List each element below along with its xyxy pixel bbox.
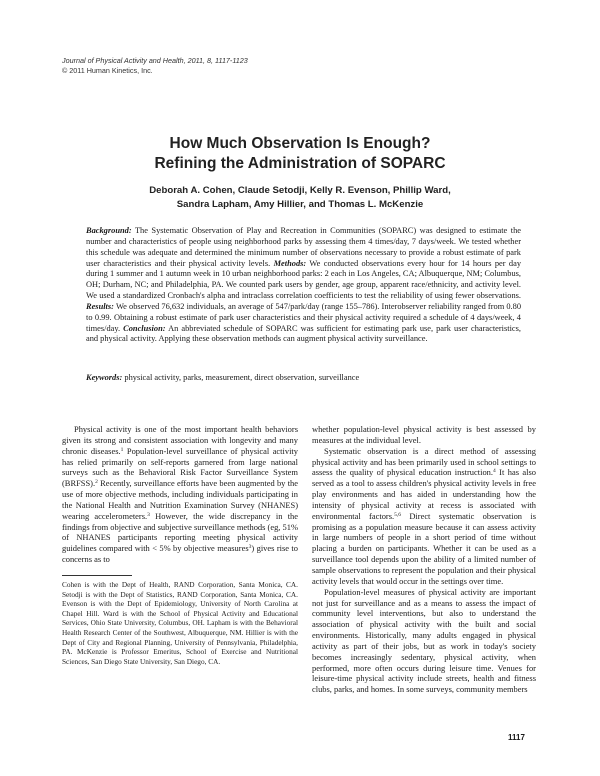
citation-ref: 5,6 [394, 511, 401, 518]
text-run: Direct systematic observation is promising as a population measure because it can assess activity in large numbers of people in a short period of time without placing a burden on participants. Whether it can be used as a surveillance tool depends upon the ability of a limited number of sample observations to represent the population and their physical activity levels that would occur in the settings over time. [312, 510, 536, 586]
citation-ref: 4 [493, 468, 496, 475]
keywords-text: physical activity, parks, measurement, direct observation, surveillance [124, 373, 360, 382]
abstract-methods: We conducted observations every hour for 14 hours per day during 1 summer and 1 autumn week in 10 urban neighborhood parks: 2 each in Los Angeles, CA; Albuquerque, NM; Columbus, OH; Durham, NC; and Philadelphia, PA. We counted park users by gender, age group, apparent race/ethnicity, and activity level. We used a standardized Cronbach's alpha and intraclass correlation coefficients to test the reliability of using fewer observations. [86, 258, 522, 301]
authors-line-1: Deborah A. Cohen, Claude Setodji, Kelly R. Evenson, Phillip Ward, [149, 185, 451, 196]
page-number: 1117 [508, 733, 525, 742]
abstract [86, 226, 521, 345]
copyright-line: © 2011 Human Kinetics, Inc. [62, 65, 153, 75]
text-run: Systematic observation is a direct method of assessing physical activity and has been primarily used in school settings to assess the quality of physical education instruction. [312, 445, 536, 478]
text-run: However, the wide discrepancy in the findings from objective and subjective surveillance methods (eg, 51% of NHANES participants reporting meeting physical activity guidelines compared with < 5% by objective measures [62, 510, 298, 554]
authors-line-2: Sandra Lapham, Amy Hillier, and Thomas L. McKenzie [176, 199, 424, 210]
text-run: Population-level surveillance of physical activity has relied primarily on self-reports garnered from large national surveys such as the Behavioral Risk Factor Surveillance System (BRFSS). [62, 445, 298, 489]
journal-header [62, 56, 248, 75]
body-paragraph: Population-level measures of physical activity are important not just for surveillance and as a means to assess the impact of community level interventions, but also to understand the association of physical activity with the built and social environments. Historically, many adults engaged in physical activity as part of their jobs, but as work in today's society becomes increasingly sedentary, physical activity, when performed, more often occurs during leisure time. Venues for leisure-time physical activity include streets, health and fitness clubs, parks, and homes. In some surveys, community members [312, 586, 536, 695]
keywords-label: Keywords: [86, 373, 123, 382]
text-run: It has also served as a tool to assess children's physical activity levels in free play environments and has aided in understanding how the intensity of physical activity at recess is associated with environmental factors. [312, 467, 536, 521]
citation-ref: 3 [147, 511, 150, 518]
body-column-left [62, 424, 298, 565]
footnote-divider [62, 575, 132, 576]
text-run: Recently, surveillance efforts have been augmented by the use of more objective methods, including individuals participating in the National Health and Nutrition Examination Survey (NHANES) wearing accelerometers. [62, 478, 298, 521]
abstract-results: We observed 76,632 individuals, an average of 547/park/day (range 155–786). Interobserver reliability ranged from 0.80 to 0.99. Obtaining a robust estimate of park user characteristics and their physical activity required a schedule of 4 days/week, 4 times/day. [86, 301, 522, 333]
abstract-conclusion-label: Conclusion: [123, 323, 166, 333]
title-line-1: How Much Observation Is Enough? [169, 135, 431, 152]
body-paragraph: whether population-level physical activity is best assessed by measures at the individual level. [312, 424, 536, 445]
abstract-methods-label: Methods: [273, 258, 307, 268]
journal-citation: Journal of Physical Activity and Health, 2011, 8, 1117-1123 [62, 56, 248, 65]
citation-ref: 3 [248, 544, 252, 551]
citation-ref: 1 [120, 446, 124, 453]
affiliations-footnote: Cohen is with the Dept of Health, RAND Corporation, Santa Monica, CA. Setodji is with the Dept of Statistics, RAND Corporation, Santa Monica, CA. Evenson is with the Dept of Epidemiology, University of North Carolina at Chapel Hill. Ward is with the School of Physical Activity and Educational Services, Ohio State University, Columbus, OH. Lapham is with the Behavioral Health Research Center of the Southwest, Albuquerque, NM. Hillier is with the Dept of City and Regional Planning, University of Pennsylvania, Philadelphia, PA. McKenzie is Professor Emeritus, School of Exercise and Nutritional Sciences, San Diego State University, San Diego, CA. [62, 580, 298, 666]
abstract-background-label: Background: [86, 226, 132, 235]
abstract-background: The Systematic Observation of Play and Recreation in Communities (SOPARC) was designed to estimate the number and characteristics of people using neighborhood parks by assessing them 4 times/day, 7 days/week. We tested whether this schedule was adequate and determined the minimum number of observations necessary to provide a robust estimate of park user characteristics and their physical activity levels. [86, 226, 521, 268]
author-list [60, 184, 540, 212]
text-run: Physical activity is one of the most important health behaviors given its strong and consistent association with longevity and many chronic diseases. [62, 424, 298, 456]
citation-ref: 2 [95, 479, 98, 486]
abstract-conclusion: An abbreviated schedule of SOPARC was sufficient for estimating park use, park user characteristics, and physical activity. Applying these observation methods can augment physical activity surveillance. [86, 323, 521, 344]
body-paragraph [312, 446, 536, 587]
paper-title [0, 134, 600, 174]
title-line-2: Refining the Administration of SOPARC [154, 155, 446, 172]
text-run: ) gives rise to concerns as to [62, 543, 298, 565]
abstract-results-label: Results: [86, 301, 114, 311]
keywords [86, 372, 521, 383]
body-paragraph [62, 424, 298, 565]
body-column-right [312, 424, 536, 695]
